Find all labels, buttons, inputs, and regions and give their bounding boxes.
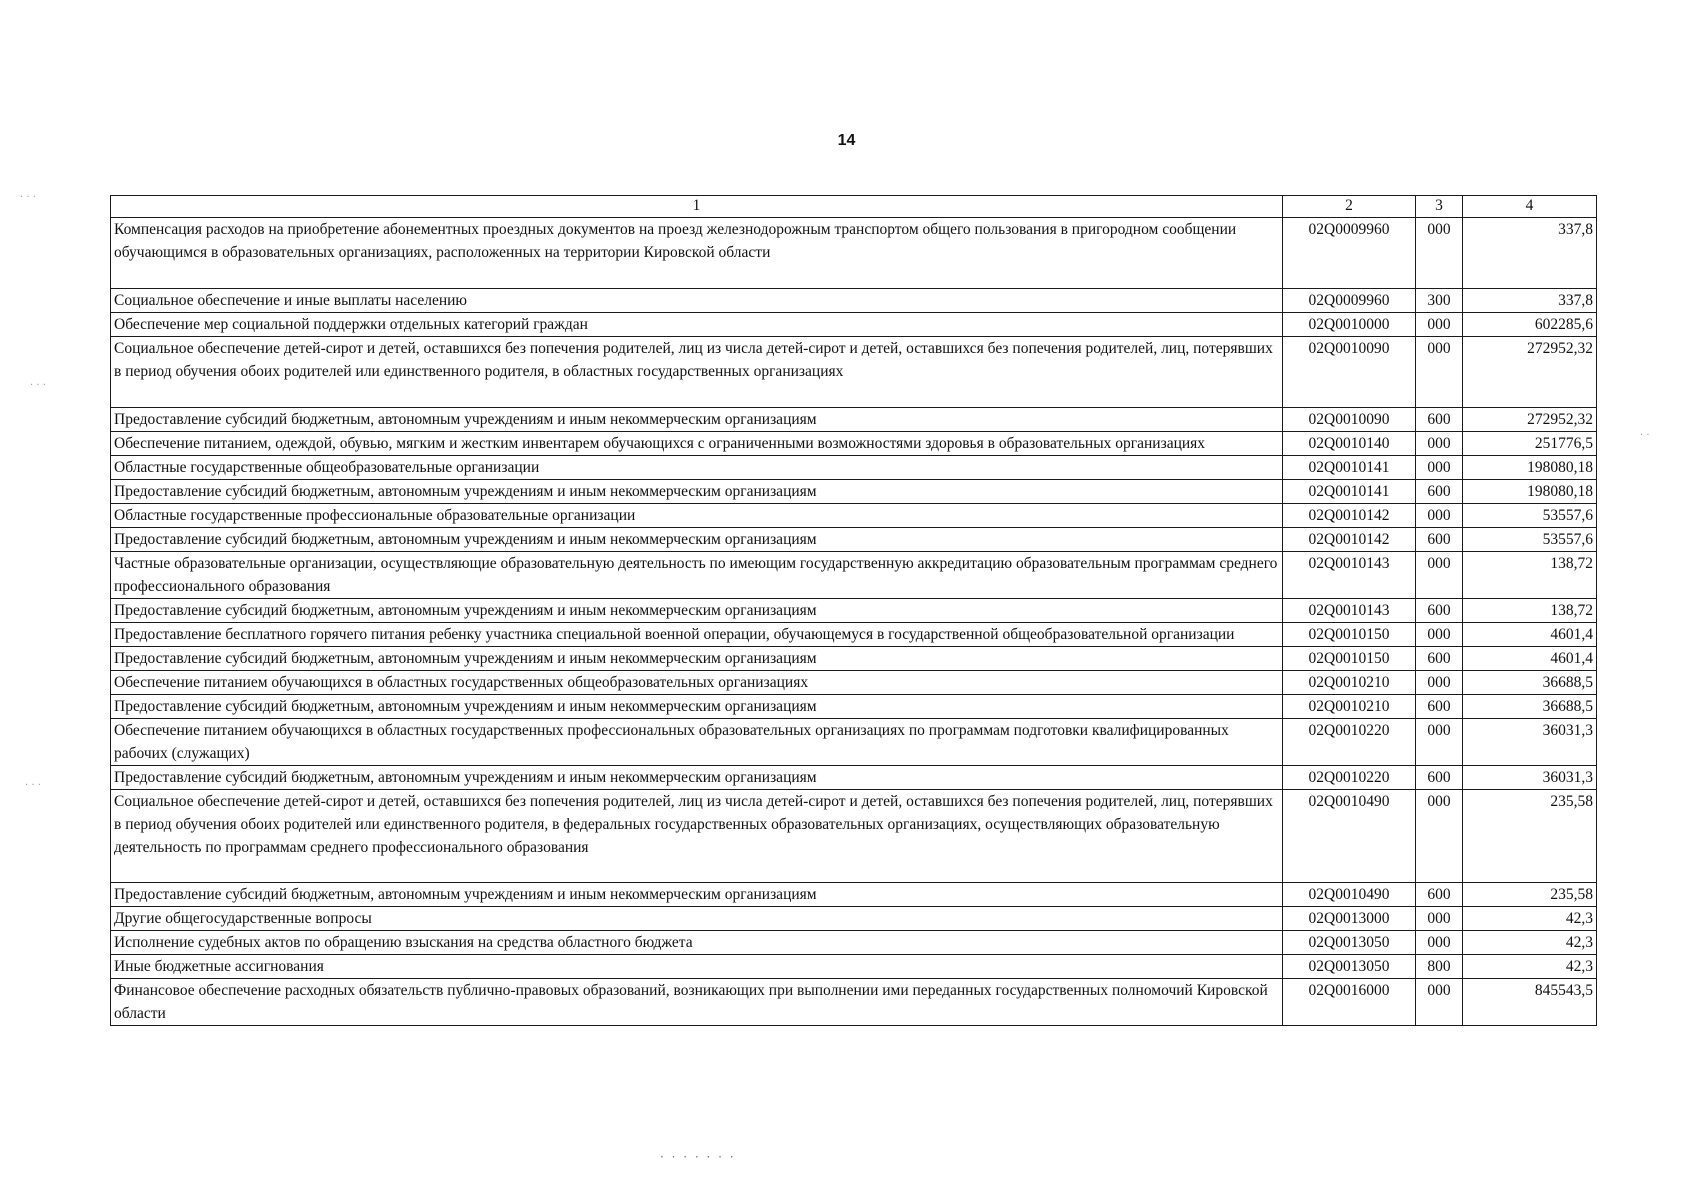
row-name: Предоставление субсидий бюджетным, автономным учреждениям и иным некоммерческим организациям (111, 883, 1283, 907)
table-row (111, 456, 1597, 480)
row-amount: 36031,3 (1463, 719, 1597, 766)
row-amount: 602285,6 (1463, 313, 1597, 337)
row-type: 000 (1415, 979, 1462, 1026)
row-type: 000 (1415, 504, 1462, 528)
row-name: Социальное обеспечение и иные выплаты населению (111, 289, 1283, 313)
row-amount: 36688,5 (1463, 671, 1597, 695)
row-type: 000 (1415, 313, 1462, 337)
row-code: 02Q0016000 (1283, 979, 1416, 1026)
table-row (111, 432, 1597, 456)
row-type: 000 (1415, 719, 1462, 766)
row-code: 02Q0010142 (1283, 528, 1416, 552)
row-code: 02Q0010142 (1283, 504, 1416, 528)
page-number: 14 (837, 132, 856, 149)
table-row (111, 313, 1597, 337)
row-code: 02Q0010490 (1283, 883, 1416, 907)
row-name: Компенсация расходов на приобретение абонементных проездных документов на проезд железнодорожным транспортом общего пользования в пригородном сообщении обучающимся в образовательных организациях, расположенных на территории Кировской области (111, 218, 1283, 289)
row-code: 02Q0009960 (1283, 218, 1416, 289)
row-name: Обеспечение питанием обучающихся в областных государственных профессиональных образовательных организациях по программам подготовки квалифицированных рабочих (служащих) (111, 719, 1283, 766)
row-amount: 272952,32 (1463, 408, 1597, 432)
table-row (111, 480, 1597, 504)
header-col-4: 4 (1463, 196, 1597, 218)
scan-noise: · · · (25, 780, 41, 791)
row-amount: 36031,3 (1463, 766, 1597, 790)
budget-table (110, 195, 1597, 1026)
table-row (111, 599, 1597, 623)
row-amount: 4601,4 (1463, 623, 1597, 647)
row-amount: 235,58 (1463, 883, 1597, 907)
row-code: 02Q0010000 (1283, 313, 1416, 337)
row-code: 02Q0010220 (1283, 719, 1416, 766)
row-code: 02Q0010141 (1283, 480, 1416, 504)
row-name: Предоставление субсидий бюджетным, автономным учреждениям и иным некоммерческим организациям (111, 528, 1283, 552)
table-row (111, 790, 1597, 883)
row-type: 000 (1415, 337, 1462, 408)
row-name: Областные государственные общеобразовательные организации (111, 456, 1283, 480)
header-col-1: 1 (111, 196, 1283, 218)
row-code: 02Q0010090 (1283, 337, 1416, 408)
table-row (111, 218, 1597, 289)
row-code: 02Q0010210 (1283, 671, 1416, 695)
table-row (111, 883, 1597, 907)
row-amount: 337,8 (1463, 218, 1597, 289)
row-code: 02Q0010140 (1283, 432, 1416, 456)
row-code: 02Q0009960 (1283, 289, 1416, 313)
row-type: 000 (1415, 907, 1462, 931)
row-amount: 138,72 (1463, 599, 1597, 623)
row-name: Другие общегосударственные вопросы (111, 907, 1283, 931)
row-amount: 337,8 (1463, 289, 1597, 313)
row-name: Иные бюджетные ассигнования (111, 955, 1283, 979)
row-type: 600 (1415, 647, 1462, 671)
row-code: 02Q0010490 (1283, 790, 1416, 883)
row-name: Социальное обеспечение детей-сирот и детей, оставшихся без попечения родителей, лиц из числа детей-сирот и детей, оставшихся без попечения родителей, лиц, потерявших в период обучения обоих родителей или единственного родителя, в областных государственных организациях (111, 337, 1283, 408)
scan-noise: · · (1640, 430, 1650, 441)
row-amount: 138,72 (1463, 552, 1597, 599)
row-amount: 42,3 (1463, 955, 1597, 979)
table-row (111, 955, 1597, 979)
row-amount: 235,58 (1463, 790, 1597, 883)
scan-artifact-footer: · · · · · · · (660, 1150, 736, 1164)
row-name: Предоставление субсидий бюджетным, автономным учреждениям и иным некоммерческим организациям (111, 695, 1283, 719)
row-code: 02Q0010090 (1283, 408, 1416, 432)
row-amount: 198080,18 (1463, 456, 1597, 480)
row-amount: 36688,5 (1463, 695, 1597, 719)
row-code: 02Q0013000 (1283, 907, 1416, 931)
row-name: Предоставление субсидий бюджетным, автономным учреждениям и иным некоммерческим организациям (111, 599, 1283, 623)
row-type: 600 (1415, 480, 1462, 504)
row-type: 600 (1415, 599, 1462, 623)
row-code: 02Q0010150 (1283, 623, 1416, 647)
table-row (111, 337, 1597, 408)
row-name: Предоставление бесплатного горячего питания ребенку участника специальной военной операции, обучающемуся в государственной общеобразовательной организации (111, 623, 1283, 647)
row-amount: 845543,5 (1463, 979, 1597, 1026)
table-row (111, 623, 1597, 647)
row-code: 02Q0010141 (1283, 456, 1416, 480)
scan-noise: · · · (20, 192, 36, 203)
row-code: 02Q0010150 (1283, 647, 1416, 671)
table-row (111, 504, 1597, 528)
table-row (111, 931, 1597, 955)
table-row (111, 671, 1597, 695)
row-code: 02Q0010143 (1283, 552, 1416, 599)
row-amount: 4601,4 (1463, 647, 1597, 671)
row-type: 000 (1415, 456, 1462, 480)
row-type: 600 (1415, 695, 1462, 719)
header-col-2: 2 (1283, 196, 1416, 218)
table-row (111, 695, 1597, 719)
row-name: Обеспечение питанием, одеждой, обувью, мягким и жестким инвентарем обучающихся с ограниченными возможностями здоровья в образовательных организациях (111, 432, 1283, 456)
row-name: Предоставление субсидий бюджетным, автономным учреждениям и иным некоммерческим организациям (111, 480, 1283, 504)
row-name: Социальное обеспечение детей-сирот и детей, оставшихся без попечения родителей, лиц из числа детей-сирот и детей, оставшихся без попечения родителей, лиц, потерявших в период обучения обоих родителей или единственного родителя, в федеральных государственных образовательных организациях, осуществляющих образовательную деятельность по программам среднего профессионального образования (111, 790, 1283, 883)
row-type: 600 (1415, 528, 1462, 552)
table-row (111, 647, 1597, 671)
row-type: 600 (1415, 883, 1462, 907)
row-name: Предоставление субсидий бюджетным, автономным учреждениям и иным некоммерческим организациям (111, 647, 1283, 671)
row-type: 000 (1415, 671, 1462, 695)
row-name: Частные образовательные организации, осуществляющие образовательную деятельность по имеющим государственную аккредитацию образовательным программам среднего профессионального образования (111, 552, 1283, 599)
row-type: 800 (1415, 955, 1462, 979)
row-amount: 272952,32 (1463, 337, 1597, 408)
row-type: 000 (1415, 218, 1462, 289)
table-row (111, 907, 1597, 931)
table-row (111, 528, 1597, 552)
row-amount: 53557,6 (1463, 504, 1597, 528)
row-name: Предоставление субсидий бюджетным, автономным учреждениям и иным некоммерческим организациям (111, 408, 1283, 432)
header-col-3: 3 (1415, 196, 1462, 218)
row-type: 000 (1415, 931, 1462, 955)
row-amount: 53557,6 (1463, 528, 1597, 552)
row-amount: 42,3 (1463, 907, 1597, 931)
row-amount: 198080,18 (1463, 480, 1597, 504)
row-type: 000 (1415, 790, 1462, 883)
table-header-row (111, 196, 1597, 218)
scan-noise: · · · (30, 380, 46, 391)
row-type: 600 (1415, 408, 1462, 432)
row-amount: 251776,5 (1463, 432, 1597, 456)
row-code: 02Q0010220 (1283, 766, 1416, 790)
table-row (111, 289, 1597, 313)
row-name: Предоставление субсидий бюджетным, автономным учреждениям и иным некоммерческим организациям (111, 766, 1283, 790)
table-row (111, 979, 1597, 1026)
table-row (111, 552, 1597, 599)
table-row (111, 408, 1597, 432)
row-name: Обеспечение питанием обучающихся в областных государственных общеобразовательных организациях (111, 671, 1283, 695)
row-type: 600 (1415, 766, 1462, 790)
row-amount: 42,3 (1463, 931, 1597, 955)
table-row (111, 766, 1597, 790)
row-type: 300 (1415, 289, 1462, 313)
row-name: Финансовое обеспечение расходных обязательств публично-правовых образований, возникающих при выполнении ими переданных государственных полномочий Кировской области (111, 979, 1283, 1026)
row-code: 02Q0013050 (1283, 955, 1416, 979)
row-type: 000 (1415, 623, 1462, 647)
row-type: 000 (1415, 432, 1462, 456)
row-type: 000 (1415, 552, 1462, 599)
row-code: 02Q0010143 (1283, 599, 1416, 623)
row-code: 02Q0010210 (1283, 695, 1416, 719)
row-name: Областные государственные профессиональные образовательные организации (111, 504, 1283, 528)
row-name: Исполнение судебных актов по обращению взыскания на средства областного бюджета (111, 931, 1283, 955)
table-row (111, 719, 1597, 766)
row-code: 02Q0013050 (1283, 931, 1416, 955)
row-name: Обеспечение мер социальной поддержки отдельных категорий граждан (111, 313, 1283, 337)
